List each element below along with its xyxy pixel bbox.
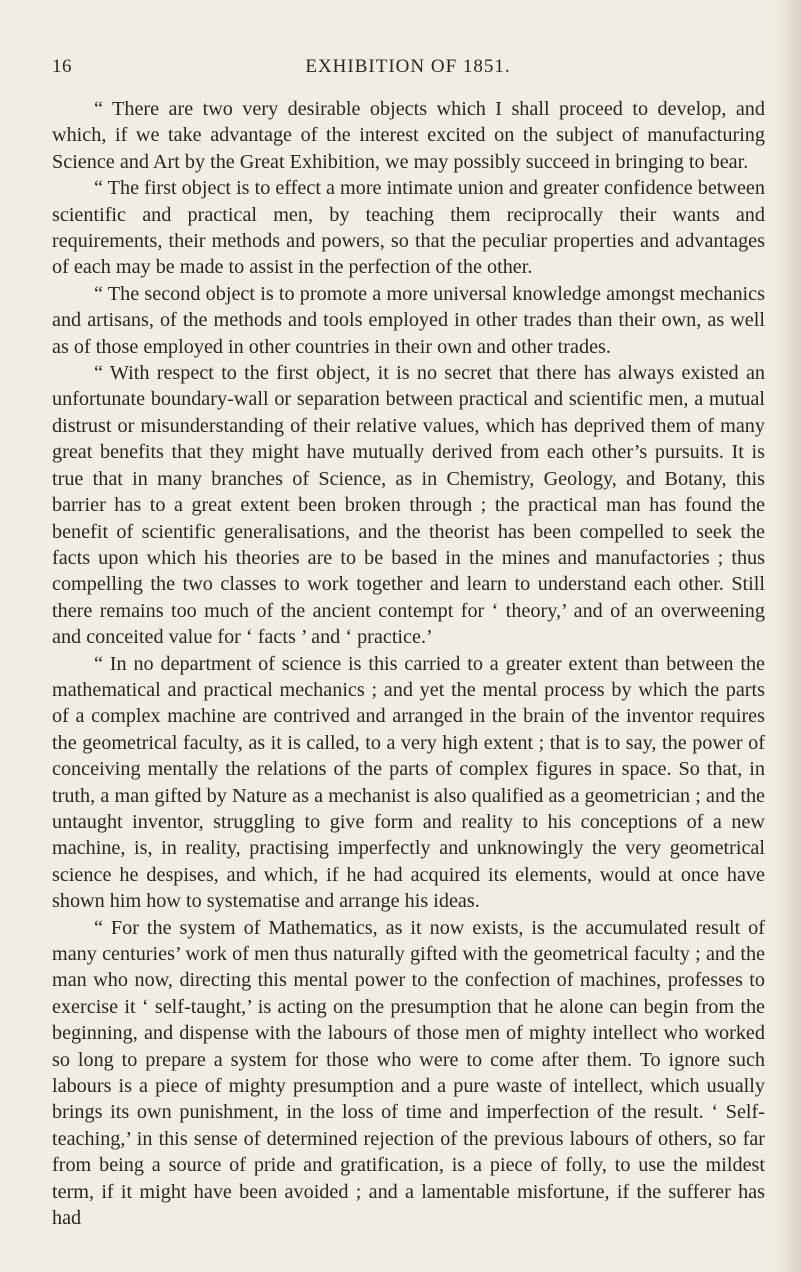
paragraph-4: “ With respect to the first object, it is no secret that there has always existed an unfortunate boundary-wall or separation between practical and scientific men, a mutual distrust or misunderstanding of their relative values, which has deprived them of many great benefits that they might have mutually derived from each other’s pursuits. It is true that in many branches of Science, as in Chemistry, Geology, and Botany, this barrier has to a great extent been broken through ; the practical man has found the benefit of scientific generalisations, and the theorist has been compelled to seek the facts upon which his theories are to be based in the mines and manufactories ; thus compelling the two classes to work together and learn to understand each other. Still there remains too much of the ancient contempt for ‘ theory,’ and of an overweening and conceited value for ‘ facts ’ and ‘ practice.’ xyxy=(52,362,765,649)
page-number: 16 xyxy=(52,56,72,77)
page-edge-shadow xyxy=(775,0,801,1272)
paragraph-3: “ The second object is to promote a more universal knowledge amongst mechanics and artisans, of the methods and tools employed in other trades than their own, as well as of those employed in other countries in their own and other trades. xyxy=(52,282,765,358)
paragraph-1: “ There are two very desirable objects which I shall proceed to develop, and which, if we take advantage of the interest excited on the subject of manufacturing Science and Art by the Great Exhibition, we may possibly succeed in bringing to bear. xyxy=(52,98,765,173)
paragraph-2: “ The first object is to effect a more intimate union and greater confidence between scientific and practical men, by teaching them reciprocally their wants and requirements, their methods and powers, so that the peculiar properties and advantages of each may be made to assist in the perfection of the other. xyxy=(52,177,765,279)
paragraph-6: “ For the system of Mathematics, as it now exists, is the accumulated result of many centuries’ work of men thus naturally gifted with the geometrical faculty ; and the man who now, directing this mental power to the confection of machines, professes to exercise it ‘ self-taught,’ is acting on the presumption that he alone can begin from the beginning, and dispense with the labours of those men of mighty intellect who worked so long to prepare a system for those who were to come after them. To ignore such labours is a piece of mighty presumption and a pure waste of intellect, which usually brings its own punishment, in the loss of time and imperfection of the result. ‘ Self-teaching,’ in this sense of determined rejection of the previous labours of others, so far from being a source of pride and gratification, is a piece of folly, to use the mildest term, if it might have been avoided ; and a lamentable misfortune, if the sufferer has had xyxy=(52,916,765,1230)
page-header xyxy=(52,56,764,80)
running-head: EXHIBITION OF 1851. xyxy=(305,56,511,77)
body-text xyxy=(52,96,765,1231)
paragraph-5: “ In no department of science is this carried to a greater extent than between the mathematical and practical mechanics ; and yet the mental process by which the parts of a complex machine are contrived and arranged in the brain of the inventor requires the geometrical faculty, as it is called, to a very high extent ; that is to say, the power of conceiving mentally the relations of the parts of complex figures in space. So that, in truth, a man gifted by Nature as a mechanist is also qualified as a geometrician ; and the untaught inventor, struggling to give form and reality to his conceptions of a new machine, is, in reality, practising imperfectly and unknowingly the very geometrical science he despises, and which, if he had acquired its elements, would at once have shown him how to systematise and arrange his ideas. xyxy=(52,652,765,913)
